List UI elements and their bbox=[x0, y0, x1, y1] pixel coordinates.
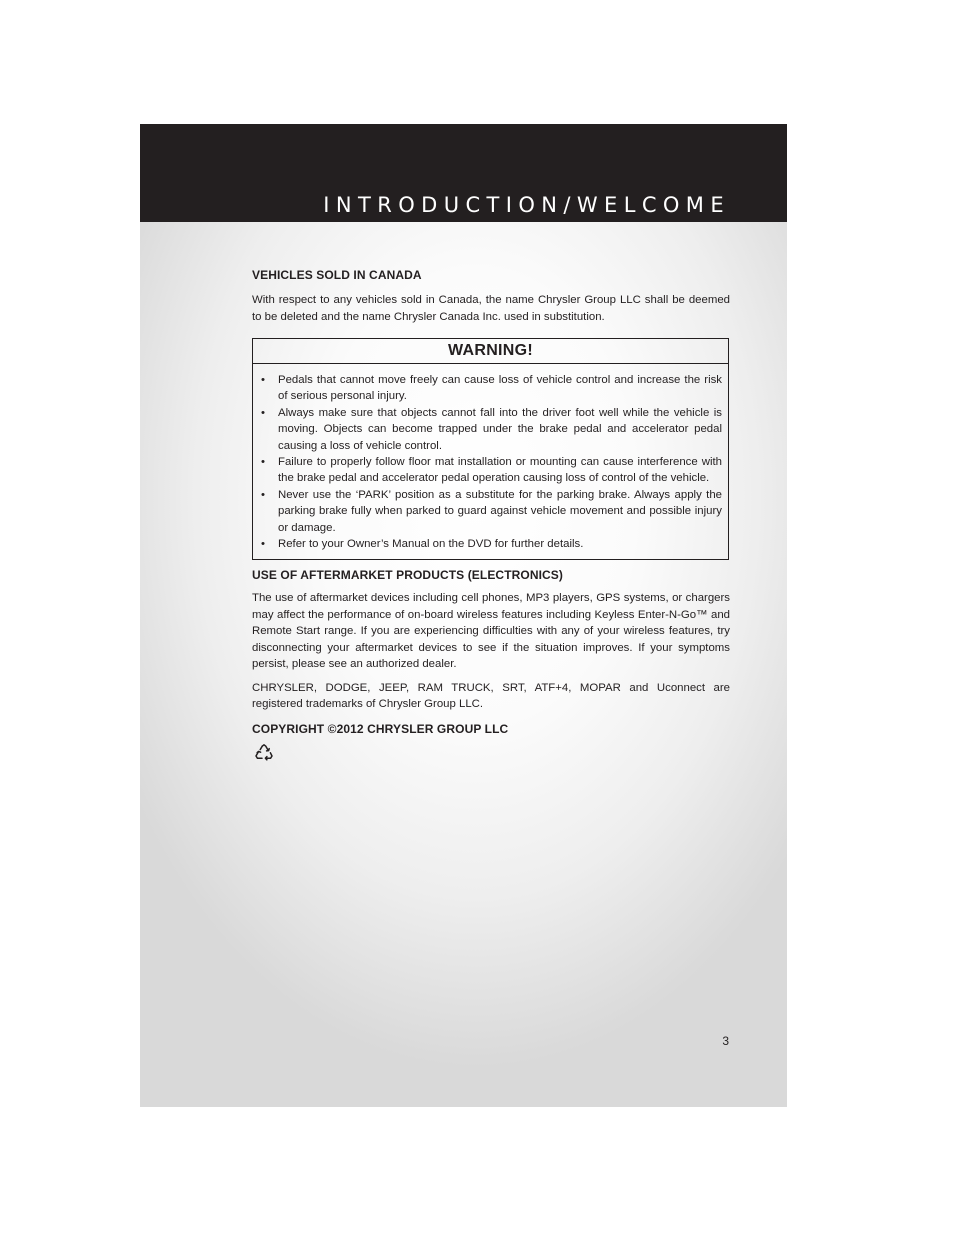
warning-item bbox=[259, 454, 722, 487]
warning-item bbox=[259, 405, 722, 454]
trademarks-paragraph: CHRYSLER, DODGE, JEEP, RAM TRUCK, SRT, ATF+4, MOPAR and Uconnect are registered trademarks of Chrysler Group LLC. bbox=[252, 681, 730, 711]
aftermarket-paragraph: The use of aftermarket devices including cell phones, MP3 players, GPS systems, or chargers may affect the performance of on-board wireless features including Keyless Enter-N-Go™ and Remote Start range. If you are experiencing difficulties with any of your wireless features, try disconnecting your aftermarket devices to see if the situation improves. If your symptoms persist, please see an authorized dealer. bbox=[252, 592, 730, 671]
warning-item-text: Never use the ‘PARK’ position as a substitute for the parking brake. Always apply the parking brake fully when parked to guard against vehicle movement and possible injury or damage. bbox=[278, 488, 722, 534]
page-content bbox=[252, 265, 730, 768]
section-title: INTRODUCTION/WELCOME bbox=[323, 193, 730, 217]
warning-box bbox=[252, 338, 729, 560]
warning-item-text: Failure to properly follow floor mat installation or mounting can cause interference with the brake pedal and accelerator pedal operation causing loss of control of the vehicle. bbox=[278, 456, 722, 485]
bullet-icon: • bbox=[261, 456, 265, 469]
page-number: 3 bbox=[722, 1034, 729, 1048]
copyright-heading: COPYRIGHT ©2012 CHRYSLER GROUP LLC bbox=[252, 721, 509, 736]
warning-item-text: Refer to your Owner’s Manual on the DVD for further details. bbox=[278, 538, 584, 551]
warning-item bbox=[259, 372, 722, 405]
warning-item-text: Pedals that cannot move freely can cause loss of vehicle control and increase the risk of serious personal injury. bbox=[278, 374, 722, 403]
section-header-band bbox=[140, 124, 787, 222]
warning-title: WARNING! bbox=[253, 339, 728, 364]
aftermarket-heading: USE OF AFTERMARKET PRODUCTS (ELECTRONICS) bbox=[252, 568, 563, 583]
warning-item bbox=[259, 536, 722, 552]
recycle-icon bbox=[254, 743, 274, 763]
bullet-icon: • bbox=[261, 406, 265, 419]
bullet-icon: • bbox=[261, 374, 265, 386]
bullet-icon: • bbox=[261, 538, 265, 551]
bullet-icon: • bbox=[261, 488, 265, 501]
canada-heading: VEHICLES SOLD IN CANADA bbox=[252, 268, 422, 282]
manual-page bbox=[140, 124, 787, 1107]
canada-paragraph: With respect to any vehicles sold in Canada, the name Chrysler Group LLC shall be deemed to be deleted and the name Chrysler Canada Inc. used in substitution. bbox=[252, 294, 730, 323]
warning-list bbox=[253, 364, 728, 559]
warning-item bbox=[259, 487, 722, 536]
warning-item-text: Always make sure that objects cannot fall into the driver foot well while the vehicle is moving. Objects can become trapped under the brake pedal and accelerator pedal causing a loss of vehicle control. bbox=[278, 406, 722, 452]
